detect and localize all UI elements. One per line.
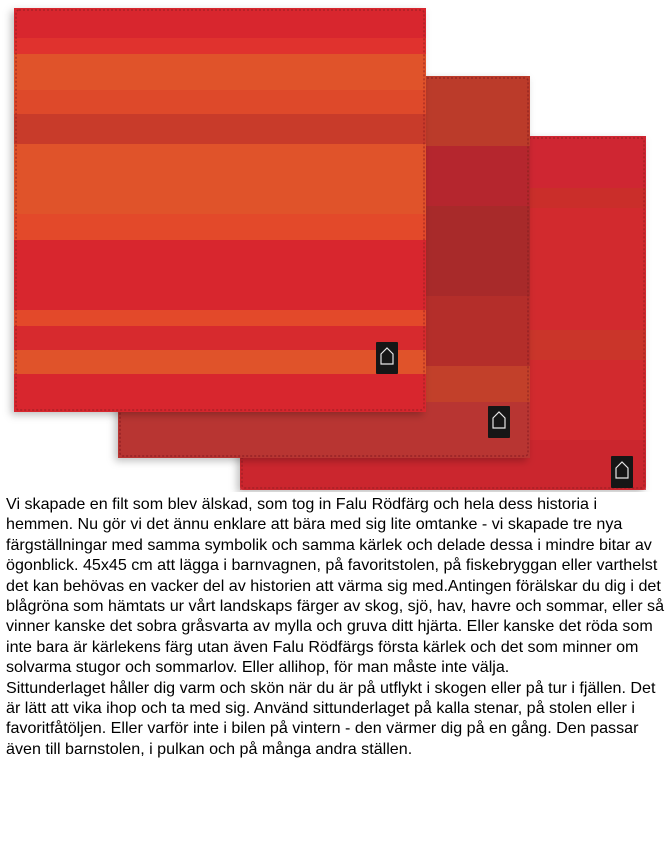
felt-pad-front — [14, 8, 426, 412]
brand-label-front — [376, 342, 398, 374]
brand-label-back — [611, 456, 633, 488]
description-paragraph-1: Vi skapade en filt som blev älskad, som tog in Falu Rödfärg och hela dess historia i hemmen. Nu gör vi det ännu enklare att bära med sig lite omtanke - vi skapade tre nya färgställningar med samma symbolik och samma kärlek och delade dessa i mindre bitar av ögonblick. 45x45 cm att lägga i barnvagnen, på favoritstolen, på fiskebryggan eller varthelst det kan behövas en vacker del av historien att värma sig med.Antingen förälskar du dig i det blågröna som hämtats ur vårt landskaps färger av skog, sjö, hav, havre och sommar, eller så vinner kanske det sobra gråsvarta av mylla och gruva ditt hjärta. Eller kanske det röda som inte bara är kärlekens färg utan även Falu Rödfärgs första kärlek och det som minner om solvarma stugor och sommarlov. Eller allihop, för man måste inte välja. — [6, 495, 665, 677]
description-paragraph-2: Sittunderlaget håller dig varm och skön när du är på utflykt i skogen eller på tur i fjällen. Det är lätt att vika ihop och ta med sig. Använd sittunderlaget på kalla stenar, på stolen eller i favoritfåtöljen. Eller varför inte i bilen på vintern - den värmer dig på en gång. Den passar även till barnstolen, i pulkan och på många andra ställen. — [6, 678, 656, 758]
product-description — [6, 494, 666, 759]
brand-label-middle — [488, 406, 510, 438]
